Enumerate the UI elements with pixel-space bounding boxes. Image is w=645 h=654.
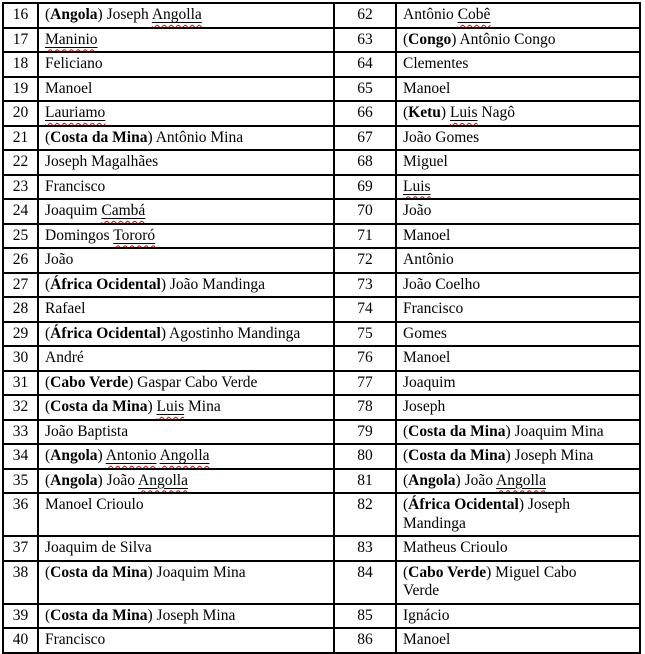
- left-name-cell: (Angola) Joseph Angolla: [38, 3, 334, 28]
- right-name-cell: Joseph: [396, 395, 640, 420]
- left-number-cell: 27: [3, 273, 38, 298]
- right-number-cell: 78: [334, 395, 396, 420]
- flagged-word: [458, 6, 491, 23]
- right-name-cell: (Costa da Mina) Joseph Mina: [396, 444, 640, 469]
- left-number-cell: 38: [3, 561, 38, 604]
- spellcheck-squiggle: Angolla: [496, 471, 546, 489]
- left-number-cell: 32: [3, 395, 38, 420]
- origin-label: Angola: [408, 471, 456, 489]
- left-name-cell: (África Ocidental) Agostinho Mandinga: [38, 322, 334, 347]
- left-name-cell: (Costa da Mina) Antônio Mina: [38, 126, 334, 151]
- right-number-cell: 65: [334, 77, 396, 102]
- right-number-cell: 76: [334, 346, 396, 371]
- spellcheck-squiggle: Antonio: [105, 447, 157, 464]
- origin-label: Costa da Mina: [50, 563, 148, 581]
- table-row: [3, 126, 640, 151]
- right-number-cell: 69: [334, 175, 396, 200]
- left-name-cell: [38, 101, 334, 126]
- spellcheck-squiggle: Cobê: [457, 6, 491, 23]
- spellcheck-squiggle: Angolla: [159, 447, 210, 464]
- table-row: [3, 493, 640, 536]
- table-row: [3, 28, 640, 53]
- right-number-cell: 67: [334, 126, 396, 151]
- flagged-word: [450, 104, 478, 121]
- left-name-cell: (Costa da Mina) Luis Mina: [38, 395, 334, 420]
- left-number-cell: 40: [3, 628, 38, 653]
- origin-label: Angola: [50, 471, 98, 489]
- origin-label: África Ocidental: [50, 275, 161, 293]
- flagged-word: [496, 472, 546, 489]
- right-number-cell: 71: [334, 224, 396, 249]
- left-name-cell: Manoel: [38, 77, 334, 102]
- left-number-cell: 29: [3, 322, 38, 347]
- right-name-cell: João Gomes: [396, 126, 640, 151]
- left-number-cell: 39: [3, 604, 38, 629]
- right-number-cell: 74: [334, 297, 396, 322]
- left-name-cell: André: [38, 346, 334, 371]
- right-name-cell: (Costa da Mina) Joaquim Mina: [396, 420, 640, 445]
- table-row: [3, 3, 640, 28]
- left-number-cell: 22: [3, 150, 38, 175]
- table-row: [3, 77, 640, 102]
- roster-table: [2, 2, 641, 654]
- left-name-cell: Feliciano: [38, 52, 334, 77]
- flagged-word: [106, 447, 157, 464]
- table-row: [3, 150, 640, 175]
- right-number-cell: 72: [334, 248, 396, 273]
- flagged-word: [45, 104, 105, 121]
- left-number-cell: 17: [3, 28, 38, 53]
- origin-label: Costa da Mina: [50, 128, 148, 146]
- origin-label: Angola: [50, 447, 98, 464]
- right-name-cell: [396, 175, 640, 200]
- left-name-cell: João Baptista: [38, 420, 334, 445]
- left-name-cell: [38, 28, 334, 53]
- table-row: [3, 297, 640, 322]
- left-number-cell: 24: [3, 199, 38, 224]
- table-row: [3, 395, 640, 420]
- origin-label: Costa da Mina: [50, 606, 148, 624]
- right-name-cell: Antônio Cobê: [396, 3, 640, 28]
- right-name-cell: Francisco: [396, 297, 640, 322]
- right-number-cell: 77: [334, 371, 396, 396]
- table-row: [3, 52, 640, 77]
- left-name-cell: (Cabo Verde) Gaspar Cabo Verde: [38, 371, 334, 396]
- flagged-word: [45, 31, 98, 48]
- origin-label: Ketu: [408, 104, 441, 121]
- flagged-word: [157, 398, 185, 415]
- left-number-cell: 26: [3, 248, 38, 273]
- flagged-word: [138, 472, 188, 489]
- flagged-word: [152, 6, 202, 23]
- table-row: [3, 248, 640, 273]
- right-name-cell: João: [396, 199, 640, 224]
- right-name-cell: Joaquim: [396, 371, 640, 396]
- left-number-cell: 36: [3, 493, 38, 536]
- table-row: [3, 224, 640, 249]
- origin-label: Costa da Mina: [50, 398, 148, 415]
- right-name-cell: (África Ocidental) Joseph Mandinga: [396, 493, 640, 536]
- right-number-cell: 68: [334, 150, 396, 175]
- left-name-cell: Domingos Tororó: [38, 224, 334, 249]
- left-number-cell: 34: [3, 444, 38, 469]
- table-row: [3, 628, 640, 653]
- origin-label: África Ocidental: [50, 324, 161, 342]
- origin-label: Angola: [50, 6, 98, 23]
- table-row: [3, 536, 640, 561]
- left-name-cell: Joseph Magalhães: [38, 150, 334, 175]
- right-name-cell: Miguel: [396, 150, 640, 175]
- left-number-cell: 33: [3, 420, 38, 445]
- right-name-cell: Manoel: [396, 224, 640, 249]
- left-number-cell: 23: [3, 175, 38, 200]
- right-name-cell: Manoel: [396, 628, 640, 653]
- right-name-cell: Gomes: [396, 322, 640, 347]
- spellcheck-squiggle: Cambá: [101, 202, 146, 219]
- right-number-cell: 79: [334, 420, 396, 445]
- spellcheck-squiggle: Luis: [403, 177, 431, 195]
- right-number-cell: 75: [334, 322, 396, 347]
- table-row: [3, 371, 640, 396]
- left-name-cell: (Angola) João Angolla: [38, 469, 334, 494]
- left-name-cell: Manoel Crioulo: [38, 493, 334, 536]
- right-name-cell: Manoel: [396, 346, 640, 371]
- left-number-cell: 35: [3, 469, 38, 494]
- table-row: [3, 273, 640, 298]
- right-number-cell: 86: [334, 628, 396, 653]
- left-number-cell: 19: [3, 77, 38, 102]
- right-number-cell: 84: [334, 561, 396, 604]
- spellcheck-squiggle: Angolla: [138, 471, 188, 489]
- origin-label: África Ocidental: [408, 496, 519, 513]
- left-name-cell: Joaquim de Silva: [38, 536, 334, 561]
- table-row: [3, 199, 640, 224]
- left-number-cell: 20: [3, 101, 38, 126]
- right-number-cell: 80: [334, 444, 396, 469]
- left-name-cell: Francisco: [38, 628, 334, 653]
- right-name-cell: (Cabo Verde) Miguel Cabo Verde: [396, 561, 640, 604]
- spellcheck-squiggle: Maninio: [45, 30, 98, 48]
- left-number-cell: 37: [3, 536, 38, 561]
- origin-label: Congo: [408, 30, 452, 48]
- left-name-cell: (Angola) Antonio Angolla: [38, 444, 334, 469]
- table-row: [3, 604, 640, 629]
- right-number-cell: 63: [334, 28, 396, 53]
- right-number-cell: 83: [334, 536, 396, 561]
- right-number-cell: 85: [334, 604, 396, 629]
- left-number-cell: 18: [3, 52, 38, 77]
- origin-label: Cabo Verde: [408, 563, 487, 581]
- roster-table-body: [3, 3, 640, 653]
- left-name-cell: (Costa da Mina) Joaquim Mina: [38, 561, 334, 604]
- left-number-cell: 31: [3, 371, 38, 396]
- flagged-word: [101, 202, 145, 219]
- right-name-cell: Manoel: [396, 77, 640, 102]
- left-number-cell: 21: [3, 126, 38, 151]
- origin-label: Costa da Mina: [408, 447, 506, 464]
- flagged-word: [160, 447, 210, 464]
- right-number-cell: 62: [334, 3, 396, 28]
- right-name-cell: (Ketu) Luis Nagô: [396, 101, 640, 126]
- left-number-cell: 28: [3, 297, 38, 322]
- left-name-cell: João: [38, 248, 334, 273]
- table-row: [3, 101, 640, 126]
- origin-label: Cabo Verde: [50, 373, 129, 391]
- right-number-cell: 81: [334, 469, 396, 494]
- origin-label: Costa da Mina: [408, 422, 506, 440]
- table-row: [3, 469, 640, 494]
- flagged-word: [113, 227, 155, 244]
- spellcheck-squiggle: Luis: [156, 398, 185, 415]
- right-name-cell: (Angola) João Angolla: [396, 469, 640, 494]
- right-number-cell: 70: [334, 199, 396, 224]
- table-row: [3, 346, 640, 371]
- table-row: [3, 420, 640, 445]
- right-name-cell: Matheus Crioulo: [396, 536, 640, 561]
- left-number-cell: 30: [3, 346, 38, 371]
- left-number-cell: 16: [3, 3, 38, 28]
- left-name-cell: Francisco: [38, 175, 334, 200]
- right-number-cell: 64: [334, 52, 396, 77]
- right-number-cell: 66: [334, 101, 396, 126]
- spellcheck-squiggle: Tororó: [113, 226, 156, 244]
- table-row: [3, 322, 640, 347]
- right-number-cell: 82: [334, 493, 396, 536]
- spellcheck-squiggle: Angolla: [151, 6, 202, 23]
- right-name-cell: João Coelho: [396, 273, 640, 298]
- right-name-cell: Clementes: [396, 52, 640, 77]
- left-name-cell: (Costa da Mina) Joseph Mina: [38, 604, 334, 629]
- table-row: [3, 444, 640, 469]
- flagged-word: [403, 178, 431, 195]
- left-number-cell: 25: [3, 224, 38, 249]
- left-name-cell: Joaquim Cambá: [38, 199, 334, 224]
- right-name-cell: Antônio: [396, 248, 640, 273]
- right-name-cell: Ignácio: [396, 604, 640, 629]
- left-name-cell: Rafael: [38, 297, 334, 322]
- table-row: [3, 561, 640, 604]
- left-name-cell: (África Ocidental) João Mandinga: [38, 273, 334, 298]
- spellcheck-squiggle: Luis: [449, 104, 478, 121]
- right-number-cell: 73: [334, 273, 396, 298]
- table-row: [3, 175, 640, 200]
- spellcheck-squiggle: Lauriamo: [45, 104, 106, 121]
- right-name-cell: (Congo) Antônio Congo: [396, 28, 640, 53]
